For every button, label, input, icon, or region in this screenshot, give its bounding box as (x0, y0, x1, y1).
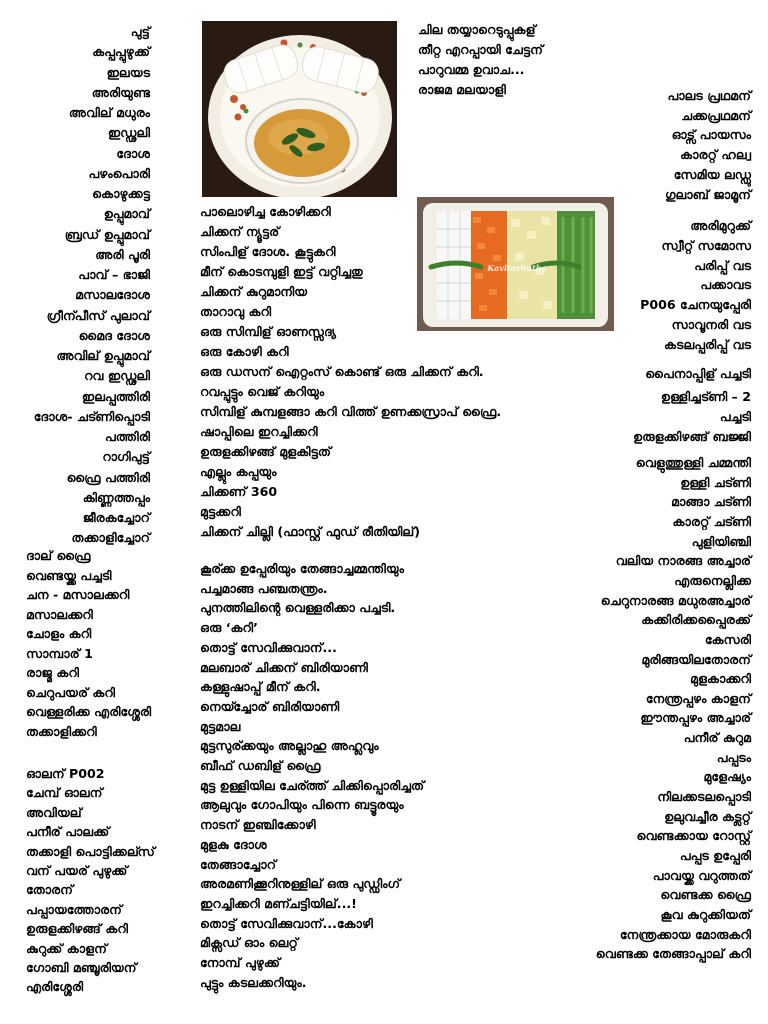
recipe-link[interactable]: നോമ്പ് പുഴുക്ക് (200, 955, 281, 970)
recipe-link[interactable]: രാജമ മലയാളി (418, 82, 506, 97)
recipe-link[interactable]: നിലക്കടലപ്പൊടി (657, 789, 751, 805)
recipe-link[interactable]: ജീരകച്ചോറ് (82, 510, 150, 525)
recipe-link[interactable]: വെണ്ടയ്ക്ക പച്ചടി (26, 567, 112, 583)
recipe-link[interactable]: മുളകു ദോശ (200, 836, 267, 852)
recipe-link[interactable]: മീന് കൊടമ്പുളി ഇട്ട് വറ്റിച്ചതു (200, 264, 363, 279)
recipe-link[interactable]: ഒരു ‘കറി’ (200, 620, 258, 636)
recipe-link[interactable]: ഉരുളക്കിഴങ്ങ് കറി (26, 921, 128, 937)
recipe-link[interactable]: എരിശ്ശേരി (26, 979, 84, 995)
recipe-link[interactable]: മാങ്ങാ ചട്ണി (671, 494, 751, 510)
recipe-link[interactable]: വെണ്ടക്ക തേങ്ങാപ്പാല് കറി (595, 946, 751, 962)
recipe-link[interactable]: കുറുക്ക് കാളന് (26, 940, 107, 956)
recipe-link[interactable]: പാവ് – ഭാജി (78, 267, 150, 282)
recipe-link[interactable]: മസാലക്കറി (26, 606, 93, 622)
recipe-link[interactable]: സേമിയ ലഡ്ഡു (673, 166, 751, 182)
recipe-link[interactable]: പാവയ്ക്ക വറുത്തത് (652, 867, 751, 883)
recipe-link[interactable]: ദോശ (116, 145, 150, 161)
recipe-link[interactable]: ചോളം കറി (26, 626, 92, 641)
recipe-link[interactable]: ഉലുവച്ചീര കട്ലറ്റ് (664, 808, 751, 824)
recipe-link[interactable]: ഫ്രൈ പത്തിരി (66, 469, 150, 485)
recipe-link[interactable]: തോരന് (26, 882, 73, 898)
recipe-link[interactable]: പപ്പട ഉപ്പേരി (679, 848, 751, 863)
recipe-link[interactable]: ചില തയ്യാറെടുപ്പുകള് (418, 22, 536, 37)
recipe-link[interactable]: മുട്ടക്കറി (200, 504, 241, 519)
recipe-link[interactable]: നേന്ത്രപ്പഴം കാളന് (645, 690, 751, 706)
recipe-link[interactable]: കിണ്ണത്തപ്പം (82, 489, 150, 505)
recipe-link[interactable]: പപ്പടം (716, 749, 751, 765)
recipe-link[interactable]: റാഗിപുട്ട് (102, 449, 150, 465)
recipe-link[interactable]: ചിക്കന് ന്യൂട്ടര് (200, 224, 280, 239)
recipe-link[interactable]: അരി പൂരി (95, 246, 150, 262)
recipe-link[interactable]: ചിക്കന് ചില്ലി (ഫാസ്റ്റ് ഫുഡ് രീതിയില്) (200, 524, 420, 539)
recipe-link[interactable]: സിമ്പിള് കുമ്പളങ്ങാ കറി വിത്ത് ഉണക്കസ്രാപ് ഫ്രൈ. (200, 404, 502, 419)
recipe-link[interactable]: തൊട്ട് സേവിക്കുവാന്... (200, 639, 337, 655)
recipe-link[interactable]: പുനത്തിലിന്റെ വെള്ളരിക്കാ പച്ചടി. (200, 600, 396, 616)
recipe-link[interactable]: കേസരി (704, 631, 751, 647)
recipe-link[interactable]: പുളിയിഞ്ചി (691, 533, 751, 549)
recipe-link[interactable]: മലബാര് ചിക്കന് ബിരിയാണി (200, 659, 368, 675)
recipe-link[interactable]: അരിയുണ്ട (91, 84, 150, 100)
recipe-link[interactable]: പാലൊഴിച്ച കോഴിക്കറി (200, 204, 331, 219)
recipe-link[interactable]: ഇഡ്ഢലി (107, 125, 150, 141)
recipe-link[interactable]: ചിക്കന് കുറുമാനിയ (200, 284, 308, 299)
recipe-link[interactable]: പച്ചമാങ്ങ പഞ്ചതന്ത്രം. (200, 580, 328, 596)
recipe-link[interactable]: ദാല് ഫ്രൈ (26, 548, 91, 563)
recipe-link[interactable]: നെയ്ച്ചോര് ബിരിയാണി (200, 698, 340, 714)
recipe-link[interactable]: ചിക്കണ് 360 (200, 484, 278, 499)
recipe-link[interactable]: അവില് മധുരം (68, 105, 150, 120)
recipe-link[interactable]: മുട്ടസുര്ക്കയും അല്ലാഹു അഹ്ലവും (200, 738, 379, 754)
recipe-link[interactable]: കള്ളുഷാപ്പ് മീന് കറി. (200, 679, 321, 695)
recipe-link[interactable]: പൈനാപ്പിള് പച്ചടി (645, 365, 751, 381)
recipe-link[interactable]: ഇലപ്പത്തിരി (81, 388, 150, 404)
recipe-link[interactable]: മസാലദോശ (75, 287, 150, 303)
recipe-link[interactable]: എരുനെല്ലിക്ക (674, 572, 751, 588)
recipe-link[interactable]: P006 ചേനയുപ്പേരി (640, 297, 751, 313)
recipe-link[interactable]: ദോശ- ചട്ണിപ്പൊടി (33, 408, 150, 424)
recipe-link[interactable]: മുളകാക്കറി (690, 671, 751, 687)
recipe-link[interactable]: തക്കാളി പൊട്ടിക്കല്സ് (26, 843, 155, 859)
recipe-link[interactable]: കക്കിരിക്കപ്പൈരക്ക് (641, 612, 751, 628)
recipe-link[interactable]: ഗുലാബ് ജാമൂന് (664, 186, 751, 202)
recipe-link[interactable]: ഉപ്പുമാവ് (103, 206, 150, 222)
recipe-link[interactable]: ഒരു സിമ്പിള് ഓണസ്സദ്യ (200, 324, 336, 339)
recipe-list-middle (200, 0, 565, 1024)
recipe-link[interactable]: മിക്സഡ് ഓം ലെറ്റ് (200, 935, 298, 951)
recipe-link[interactable]: പക്കാവട (700, 277, 751, 293)
recipe-link[interactable]: രാജ്മ കറി (26, 665, 79, 680)
recipe-link[interactable]: ബ്രഡ് ഉപ്പുമാവ് (64, 226, 150, 242)
recipe-link[interactable]: പനീര് പാലക്ക് (26, 824, 110, 840)
recipe-link[interactable]: പനീര് കുറുമ (683, 730, 751, 746)
recipe-link[interactable]: ഇലയട (106, 64, 150, 80)
recipe-link[interactable]: ഇറച്ചിക്കറി മണ്ചട്ടിയില്...! (200, 895, 357, 911)
recipe-link[interactable]: ഉരുളക്കിഴങ്ങ് ബജ്ജി (633, 429, 751, 444)
recipe-link[interactable]: ഓട്സ് പായസം (671, 127, 751, 143)
recipe-link[interactable]: ഒരു കോഴി കറി (200, 344, 289, 359)
recipe-link[interactable]: കാരറ്റ് ചട്ണി (672, 513, 751, 529)
recipe-link[interactable]: അരമണിക്കൂറിനുള്ളില് ഒരു പുഡ്ഡിംഗ് (200, 876, 401, 892)
recipe-link[interactable]: താറാവു കറി (200, 304, 272, 319)
recipe-link[interactable]: മുരിങ്ങയിലതോരന് (641, 651, 751, 667)
recipe-link[interactable]: സാമ്പാര് 1 (26, 645, 93, 661)
recipe-link[interactable]: കൊഴുക്കട്ട (92, 186, 150, 201)
recipe-link[interactable]: അവിയല് (26, 804, 82, 820)
recipe-link[interactable]: മൈദ ദോശ (78, 327, 150, 343)
recipe-link[interactable]: വലിയ നാരങ്ങ അച്ചാര് (615, 553, 751, 569)
recipe-link[interactable]: ഗ്രീന്പീസ് പുലാവ് (46, 307, 150, 323)
recipe-link[interactable]: ചക്കപ്രഥമന് (681, 107, 751, 123)
recipe-link[interactable]: വന് പയര് പുഴുക്ക് (26, 863, 128, 878)
recipe-link[interactable]: അവില് ഉപ്പുമാവ് (56, 348, 150, 363)
recipe-list-right (565, 0, 751, 1024)
recipe-link[interactable]: തക്കാളിച്ചോറ് (71, 530, 150, 546)
recipe-link[interactable]: പുട്ട് (130, 24, 150, 39)
recipe-link[interactable]: പത്തിരി (105, 429, 150, 444)
recipe-link[interactable]: പഴംപൊരി (88, 165, 150, 181)
recipe-link[interactable]: പാറുവമ്മ ഉവാച... (418, 62, 525, 77)
recipe-link[interactable]: ഉള്ളി ചട്ണി (680, 474, 751, 490)
recipe-link[interactable]: ആലുവും ഗോപിയും പിന്നെ ബട്ടൂരയും (200, 797, 404, 813)
recipe-link[interactable]: റവ ഇഡ്ഢലി (84, 368, 150, 384)
recipe-list-left (0, 0, 155, 1024)
tray-watermark: Kavitazhutha (487, 263, 547, 273)
recipe-link[interactable]: മുട്ടമാല (200, 718, 241, 734)
recipe-link[interactable]: തക്കാളിക്കറി (26, 723, 97, 739)
recipe-link[interactable]: സ്വീറ്റ് സമോസ (661, 237, 751, 253)
recipe-link[interactable]: പച്ചടി (719, 409, 751, 425)
recipe-link[interactable]: മുട്ട ഉള്ളിയില ചേര്ത്ത് ചിക്കിപ്പൊരിച്ചത് (200, 777, 425, 793)
recipe-link[interactable]: ബീഫ് ഡബിള് ഫ്രൈ (200, 758, 321, 773)
recipe-link[interactable]: ചേമ്പ് ഓലന് (26, 785, 103, 801)
recipe-link[interactable]: വെളുത്തുള്ളി ചമ്മന്തി (635, 455, 751, 470)
recipe-link[interactable]: പുട്ടും കടലക്കറിയും. (200, 974, 307, 990)
recipe-link[interactable]: തേങ്ങാച്ചോറ് (200, 856, 277, 872)
recipe-link[interactable]: സാവൂനരി വട (671, 317, 751, 332)
recipe-link[interactable]: പാലട പ്രഥമന് (667, 88, 751, 103)
recipe-link[interactable]: വെണ്ടക്കായ റോസ്റ്റ് (636, 828, 751, 844)
recipe-link[interactable]: നേന്ത്രക്കായ മോരുകറി (619, 926, 751, 942)
recipe-link[interactable]: ഒരു ഡസന് ഐറ്റംസ് കൊണ്ട് ഒരു ചിക്കന് കറി. (200, 364, 484, 379)
recipe-link[interactable]: നാടന് ഇഞ്ചിക്കോഴി (200, 817, 316, 833)
recipe-link[interactable]: അരിമുറുക്ക് (690, 218, 751, 233)
recipe-link[interactable]: പരിപ്പ് വട (694, 257, 751, 273)
recipe-link[interactable]: ചന - മസാലക്കറി (26, 587, 130, 602)
recipe-link[interactable]: ഓലന് P002 (26, 766, 105, 781)
recipe-link[interactable]: പപ്പായത്തോരന് (26, 901, 122, 917)
recipe-link[interactable]: ഉരുളക്കിഴങ്ങ് മുളകിട്ടത് (200, 444, 332, 459)
recipe-link[interactable]: കടലപ്പരിപ്പ് വട (664, 336, 751, 352)
recipe-link[interactable]: കൂവ കുറുക്കിയത് (660, 906, 751, 922)
recipe-link[interactable]: തൊട്ട് സേവിക്കുവാന്...കോഴി (200, 915, 373, 931)
recipe-link[interactable]: ഈന്തപ്പഴം അച്ചാര് (640, 710, 751, 726)
recipe-link[interactable]: റവപ്പുട്ടും വെജ് കറിയും (200, 384, 325, 399)
recipe-link[interactable]: ഉള്ളിച്ചട്ണി – 2 (660, 389, 751, 405)
recipe-link[interactable]: മുളേഷ്യം (703, 769, 751, 785)
recipe-link[interactable]: എല്ലും കപ്പയും (200, 464, 277, 479)
recipe-link[interactable]: തീറ്റ എറപ്പായി ചേട്ടന് (418, 42, 543, 57)
recipe-link[interactable]: കൂര്ക്ക ഉപ്പേരിയും തേങ്ങാച്ചമ്മന്തിയും (200, 561, 404, 576)
recipe-link[interactable]: ചെറുനാരങ്ങ മധുരഅച്ചാര് (600, 592, 751, 608)
recipe-link[interactable]: ഷാപ്പിലെ ഇറച്ചിക്കറി (200, 424, 318, 439)
recipe-link[interactable]: വെണ്ടക്ക ഫ്രൈ (660, 887, 751, 903)
recipe-link[interactable]: കപ്പപ്പുഴുക്ക് (92, 44, 150, 60)
recipe-link[interactable]: സിംപിള് ദോശ. കൂട്ടുകറി (200, 244, 336, 259)
recipe-link[interactable]: ചെറുപയര് കറി (26, 684, 115, 700)
recipe-link[interactable]: കാരറ്റ് ഹല്വ (680, 147, 751, 163)
recipe-link[interactable]: വെള്ളരിക്ക എരിശ്ശേരി (26, 704, 152, 719)
recipe-link[interactable]: ഗോബി മഞ്ചൂരിയന് (26, 960, 137, 975)
